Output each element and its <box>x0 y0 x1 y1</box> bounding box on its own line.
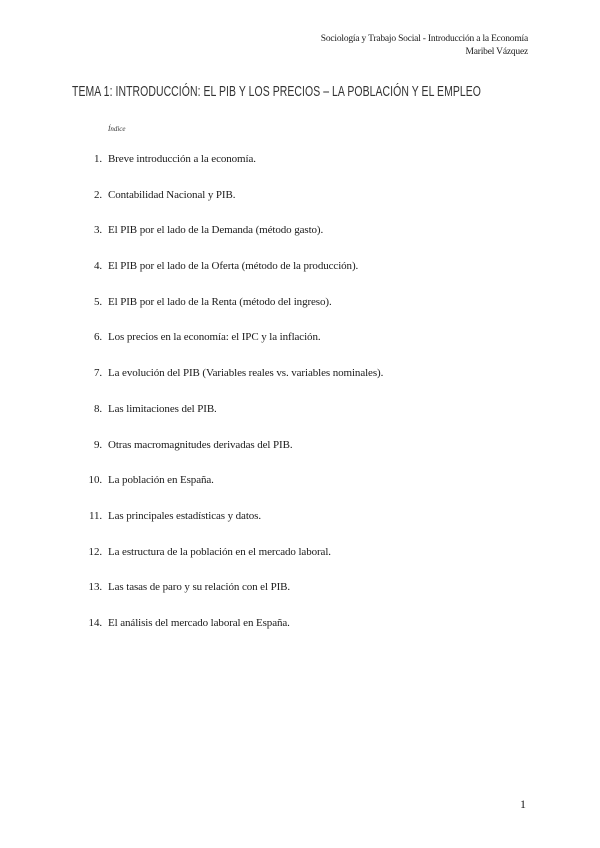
toc-label: Índice <box>108 125 126 133</box>
toc-item-text: Otras macromagnitudes derivadas del PIB. <box>108 438 293 451</box>
toc-item-text: Las principales estadísticas y datos. <box>108 509 262 522</box>
toc-item-number: 13. <box>88 581 102 594</box>
header-course: Sociología y Trabajo Social - Introducción a la Economía <box>320 34 528 44</box>
toc-item <box>72 402 532 438</box>
toc-item <box>72 188 532 224</box>
toc-item-number: 2. <box>93 188 102 201</box>
toc-item <box>72 366 532 402</box>
toc-item-number: 4. <box>93 260 102 273</box>
header-author: Maribel Vázquez <box>465 47 528 57</box>
toc-item-number: 7. <box>93 367 102 380</box>
toc-item-number: 14. <box>88 616 102 629</box>
toc-item-number: 3. <box>93 224 102 237</box>
toc-item <box>72 473 532 509</box>
toc-item-text: El análisis del mercado laboral en España. <box>108 616 290 629</box>
toc-item-text: Los precios en la economía: el IPC y la inflación. <box>108 331 321 344</box>
toc-item <box>72 438 532 474</box>
toc-item <box>72 616 532 652</box>
toc-item <box>72 509 532 545</box>
toc-item <box>72 223 532 259</box>
toc-item-number: 12. <box>88 545 102 558</box>
toc-item-text: El PIB por el lado de la Demanda (método gasto). <box>108 224 324 237</box>
toc-item-number: 9. <box>93 438 102 451</box>
toc-item-text: Las limitaciones del PIB. <box>108 402 217 415</box>
page-header <box>321 33 528 59</box>
toc-item-text: La población en España. <box>108 474 214 487</box>
table-of-contents <box>72 152 532 652</box>
toc-item <box>72 580 532 616</box>
toc-item-number: 11. <box>88 509 102 522</box>
toc-item-number: 5. <box>93 295 102 308</box>
toc-item-text: Las tasas de paro y su relación con el PIB. <box>108 581 291 594</box>
toc-item-text: La evolución del PIB (Variables reales vs. variables nominales). <box>108 367 384 380</box>
toc-item-text: El PIB por el lado de la Renta (método del ingreso). <box>108 295 332 308</box>
toc-item-text: Breve introducción a la economía. <box>108 153 256 165</box>
toc-item <box>72 545 532 581</box>
toc-item-number: 10. <box>88 474 102 487</box>
toc-item <box>72 295 532 331</box>
toc-item <box>72 259 532 295</box>
toc-item-number: 6. <box>93 331 102 344</box>
page-number: 1 <box>520 797 526 811</box>
document-title: TEMA 1: INTRODUCCIÓN: EL PIB Y LOS PRECIOS – LA POBLACIÓN Y EL EMPLEO <box>72 84 481 100</box>
toc-item-text: Contabilidad Nacional y PIB. <box>108 188 236 201</box>
toc-item-text: El PIB por el lado de la Oferta (método de la producción). <box>108 260 359 273</box>
toc-item-number: 1. <box>93 153 102 165</box>
toc-item <box>72 330 532 366</box>
toc-item <box>72 152 532 188</box>
toc-item-number: 8. <box>93 402 102 415</box>
toc-item-text: La estructura de la población en el mercado laboral. <box>108 545 331 558</box>
